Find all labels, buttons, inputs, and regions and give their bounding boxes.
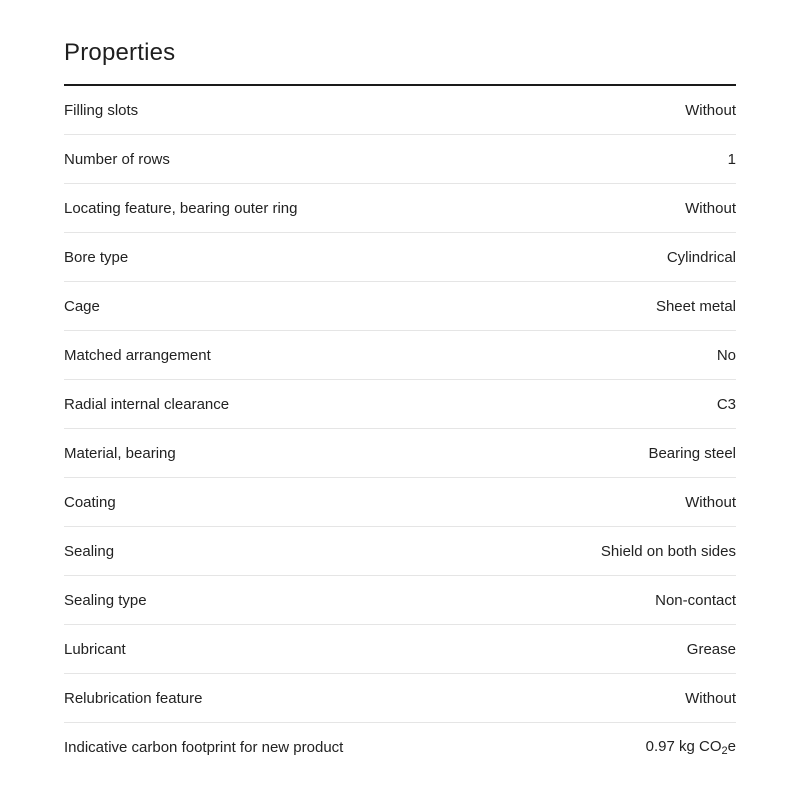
property-label: Locating feature, bearing outer ring <box>64 199 298 217</box>
co2-value-prefix: 0.97 kg CO <box>645 737 722 755</box>
property-label: Number of rows <box>64 150 170 168</box>
property-label: Cage <box>64 297 100 315</box>
property-label: Matched arrangement <box>64 346 211 364</box>
property-row-filling-slots <box>64 86 736 135</box>
property-label: Relubrication feature <box>64 689 203 707</box>
property-row-number-of-rows <box>64 135 736 184</box>
property-value: Without <box>685 199 736 217</box>
property-row-radial-internal-clearance <box>64 380 736 429</box>
property-row-cage <box>64 282 736 331</box>
property-value: Without <box>685 101 736 119</box>
property-label: Material, bearing <box>64 444 176 462</box>
property-value: 1 <box>727 150 736 168</box>
property-row-relubrication-feature <box>64 674 736 723</box>
co2-subscript: 2 <box>721 744 728 757</box>
property-value: No <box>716 346 736 364</box>
co2-value-suffix: e <box>727 737 736 755</box>
property-label: Sealing type <box>64 591 147 609</box>
property-value: Sheet metal <box>655 297 736 315</box>
properties-title: Properties <box>64 39 176 66</box>
property-label: Filling slots <box>64 101 139 119</box>
property-row-coating <box>64 478 736 527</box>
property-row-sealing-type <box>64 576 736 625</box>
property-row-sealing <box>64 527 736 576</box>
property-value: Non-contact <box>655 591 736 609</box>
properties-list <box>64 86 736 771</box>
property-value: Bearing steel <box>648 444 736 462</box>
property-label: Bore type <box>64 248 129 266</box>
property-value: Cylindrical <box>666 248 736 266</box>
property-row-material-bearing <box>64 429 736 478</box>
property-value: Grease <box>686 640 736 658</box>
property-row-matched-arrangement <box>64 331 736 380</box>
property-value: C3 <box>716 395 736 413</box>
property-label: Lubricant <box>64 640 126 658</box>
property-label: Sealing <box>64 542 115 560</box>
property-value: Without <box>685 493 736 511</box>
property-row-carbon-footprint <box>64 723 736 771</box>
property-value: Without <box>685 689 736 707</box>
property-label: Indicative carbon footprint for new product <box>64 738 344 756</box>
property-row-bore-type <box>64 233 736 282</box>
property-row-lubricant <box>64 625 736 674</box>
property-label: Radial internal clearance <box>64 395 230 413</box>
property-row-locating-feature <box>64 184 736 233</box>
property-value: Shield on both sides <box>600 542 736 560</box>
property-value <box>646 738 736 757</box>
property-label: Coating <box>64 493 116 511</box>
